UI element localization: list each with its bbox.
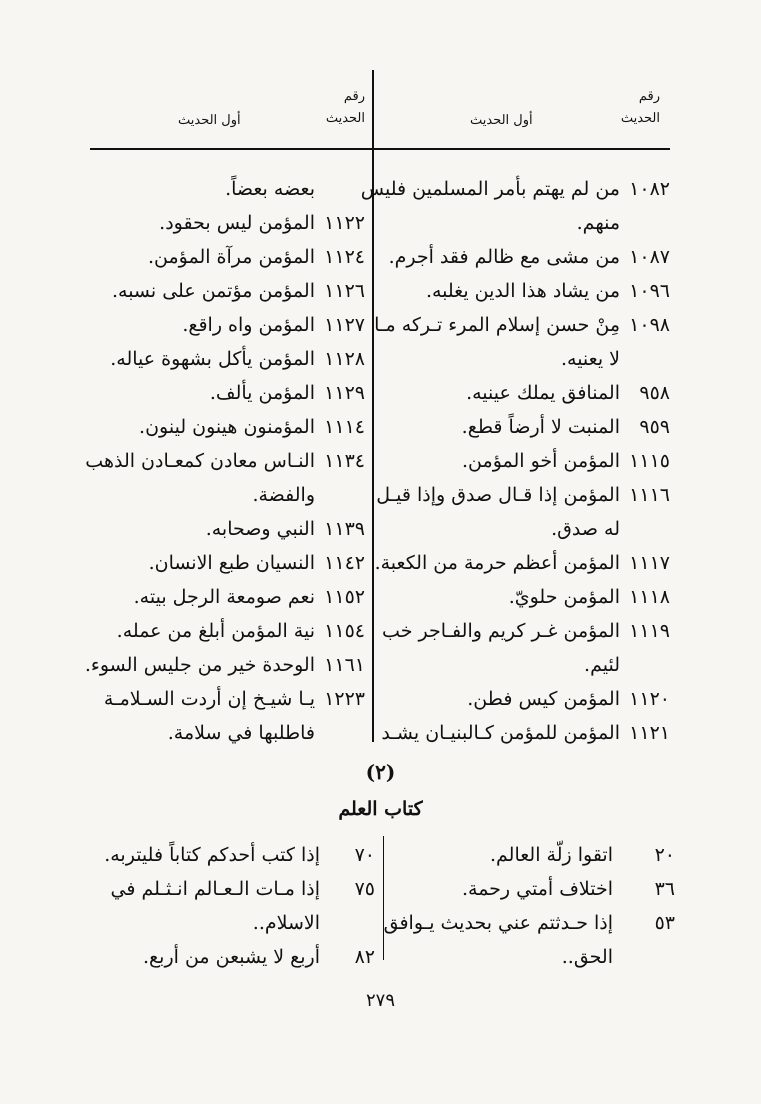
bottom-column-divider <box>383 836 384 960</box>
hadith-number: ٥٣ <box>654 912 675 934</box>
hadith-text: من مشى مع ظالم فقد أجرم. <box>388 246 620 268</box>
header-number-line1: رقم <box>638 89 660 104</box>
right-header-first: أول الحديث <box>470 113 533 128</box>
hadith-number <box>315 478 365 512</box>
hadith-number <box>620 206 670 240</box>
hadith-number: ٩٥٩ <box>639 416 670 438</box>
left-header-first: أول الحديث <box>178 113 241 128</box>
hadith-number <box>620 648 670 682</box>
hadith-number: ١١٣٩ <box>324 518 365 540</box>
hadith-text: المنافق يملك عينيه. <box>466 382 620 404</box>
list-item <box>385 410 670 444</box>
hadith-text: المؤمن مؤتمن على نسبه. <box>111 280 315 302</box>
hadith-text: المؤمن حلويّ. <box>508 586 620 608</box>
list-item <box>90 376 365 410</box>
top-right-column <box>360 172 670 750</box>
list-item <box>385 580 670 614</box>
hadith-number: ١١١٧ <box>629 552 670 574</box>
list-item <box>385 444 670 478</box>
hadith-text: إذا كتب أحدكم كتاباً فليتربه. <box>104 844 320 866</box>
list-item <box>100 906 375 940</box>
hadith-number: ١١٢٨ <box>324 348 365 370</box>
hadith-number: ١١٤٢ <box>324 552 365 574</box>
list-item <box>90 716 365 750</box>
list-item <box>90 274 365 308</box>
list-item <box>374 308 670 342</box>
hadith-text: أربع لا يشبعن من أربع. <box>143 946 320 968</box>
list-item <box>84 648 365 682</box>
hadith-text: لئيم. <box>584 654 620 676</box>
hadith-number: ٧٠ <box>354 844 375 866</box>
hadith-number: ١١٢٩ <box>324 382 365 404</box>
hadith-number: ١١١٤ <box>324 416 365 438</box>
hadith-text: النبي وصحابه. <box>205 518 315 540</box>
list-item <box>90 682 365 716</box>
hadith-text: إذا مـات الـعـالم انـثـلم في <box>110 878 320 900</box>
hadith-text: والفضة. <box>252 484 315 506</box>
top-left-column <box>84 172 365 750</box>
list-item <box>90 206 365 240</box>
hadith-text: المؤمن مرآة المؤمن. <box>147 246 315 268</box>
list-item <box>385 206 670 240</box>
hadith-text: النسيان طبع الانسان. <box>148 552 315 574</box>
hadith-number: ١٠٩٨ <box>629 314 670 336</box>
list-item <box>385 648 670 682</box>
hadith-text: لا يعنيه. <box>560 348 620 370</box>
hadith-number: ١١١٨ <box>629 586 670 608</box>
hadith-text: من يشاد هذا الدين يغلبه. <box>425 280 620 302</box>
list-item <box>90 342 365 376</box>
hadith-number: ١١١٦ <box>629 484 670 506</box>
hadith-text: الوحدة خير من جليس السوء. <box>84 654 315 676</box>
bottom-left-column <box>100 838 375 974</box>
hadith-number: ١١١٥ <box>629 450 670 472</box>
list-item <box>381 716 670 750</box>
hadith-number: ٨٢ <box>354 946 375 968</box>
hadith-text: اتقوا زلّة العالم. <box>490 844 613 866</box>
hadith-number: ١١٢٢ <box>324 212 365 234</box>
hadith-text: المنبت لا أرضاً قطع. <box>461 416 620 438</box>
hadith-number <box>320 906 375 940</box>
bottom-right-column <box>383 838 675 974</box>
hadith-text: الحق.. <box>561 946 613 968</box>
hadith-number: ٣٦ <box>654 878 675 900</box>
hadith-text: المؤمنون هينون لينون. <box>139 416 315 438</box>
hadith-number: ٢٠ <box>654 844 675 866</box>
hadith-text: المؤمن يألف. <box>209 382 315 404</box>
hadith-number: ١١٣٤ <box>324 450 365 472</box>
header-rule <box>90 148 670 150</box>
header-number-line1: رقم <box>343 89 365 104</box>
list-item <box>382 614 670 648</box>
list-item <box>385 274 670 308</box>
list-item <box>90 172 365 206</box>
list-item <box>385 512 670 546</box>
list-item <box>385 682 670 716</box>
list-item <box>395 838 675 872</box>
hadith-text: من لم يهتم بأمر المسلمين فليس <box>360 178 620 200</box>
list-item <box>385 342 670 376</box>
list-item <box>374 546 670 580</box>
hadith-text: له صدق. <box>551 518 620 540</box>
list-item <box>90 308 365 342</box>
hadith-text: المؤمن غـر كريم والفـاجر خب <box>382 620 620 642</box>
hadith-number: ١١٢٧ <box>324 314 365 336</box>
hadith-number: ١١٢١ <box>629 722 670 744</box>
top-column-divider <box>372 70 374 742</box>
header-number-line2: الحديث <box>325 111 365 126</box>
hadith-number: ١١٢٤ <box>324 246 365 268</box>
hadith-number: ١١٢٠ <box>629 688 670 710</box>
hadith-number: ١١٥٤ <box>324 620 365 642</box>
list-item <box>85 444 365 478</box>
hadith-text: الاسلام.. <box>252 912 320 934</box>
right-header-number <box>595 86 660 130</box>
hadith-text: نعم صومعة الرجل بيته. <box>133 586 315 608</box>
hadith-text: إذا حـدثتم عني بحديث يـوافق <box>383 912 613 934</box>
header-number-line2: الحديث <box>620 111 660 126</box>
hadith-number: ١١٥٢ <box>324 586 365 608</box>
list-item <box>360 172 670 206</box>
hadith-text: منهم. <box>576 212 620 234</box>
section-title: كتاب العلم <box>338 798 423 820</box>
list-item <box>100 838 375 872</box>
list-item <box>376 478 670 512</box>
hadith-text: المؤمن كيس فطن. <box>467 688 620 710</box>
hadith-text: النـاس معادن كمعـادن الذهب <box>85 450 315 472</box>
list-item <box>395 872 675 906</box>
list-item <box>90 240 365 274</box>
hadith-number: ١١١٩ <box>629 620 670 642</box>
hadith-number: ١٠٨٧ <box>629 246 670 268</box>
hadith-text: بعضه بعضاً. <box>225 178 315 200</box>
list-item <box>385 240 670 274</box>
hadith-text: فاطلبها في سلامة. <box>167 722 315 744</box>
hadith-number: ١٠٨٢ <box>629 178 670 200</box>
hadith-text: نية المؤمن أبلغ من عمله. <box>116 620 315 642</box>
list-item <box>395 940 675 974</box>
list-item <box>90 410 365 444</box>
hadith-number <box>620 512 670 546</box>
hadith-text: المؤمن للمؤمن كـالبنيـان يشـد <box>381 722 620 744</box>
hadith-text: المؤمن يأكل بشهوة عياله. <box>110 348 315 370</box>
list-item <box>90 614 365 648</box>
hadith-text: المؤمن أعظم حرمة من الكعبة. <box>374 552 620 574</box>
hadith-number: ٧٥ <box>354 878 375 900</box>
hadith-text: اختلاف أمتي رحمة. <box>461 878 613 900</box>
hadith-number: ١١٦١ <box>324 654 365 676</box>
list-item <box>385 376 670 410</box>
list-item <box>90 546 365 580</box>
hadith-text: المؤمن أخو المؤمن. <box>462 450 620 472</box>
list-item <box>90 478 365 512</box>
list-item <box>383 906 675 940</box>
hadith-number <box>315 716 365 750</box>
hadith-text: المؤمن ليس بحقود. <box>159 212 315 234</box>
hadith-number <box>613 940 675 974</box>
hadith-text: مِنْ حسن إسلام المرء تـركه مـا <box>374 314 620 336</box>
page-number: ٢٧٩ <box>365 990 395 1011</box>
hadith-number: ١٢٢٣ <box>324 688 365 710</box>
hadith-number: ٩٥٨ <box>639 382 670 404</box>
hadith-text: يـا شيـخ إن أردت السـلامـة <box>103 688 315 710</box>
hadith-number <box>620 342 670 376</box>
hadith-text: المؤمن إذا قـال صدق وإذا قيـل <box>376 484 620 506</box>
hadith-text: المؤمن واه راقع. <box>182 314 315 336</box>
hadith-number: ١٠٩٦ <box>629 280 670 302</box>
hadith-number: ١١٢٦ <box>324 280 365 302</box>
left-header-number <box>300 86 365 130</box>
list-item <box>100 940 375 974</box>
list-item <box>90 580 365 614</box>
section-number: (٢) <box>365 760 396 784</box>
list-item <box>100 872 375 906</box>
hadith-number <box>315 172 365 206</box>
list-item <box>90 512 365 546</box>
